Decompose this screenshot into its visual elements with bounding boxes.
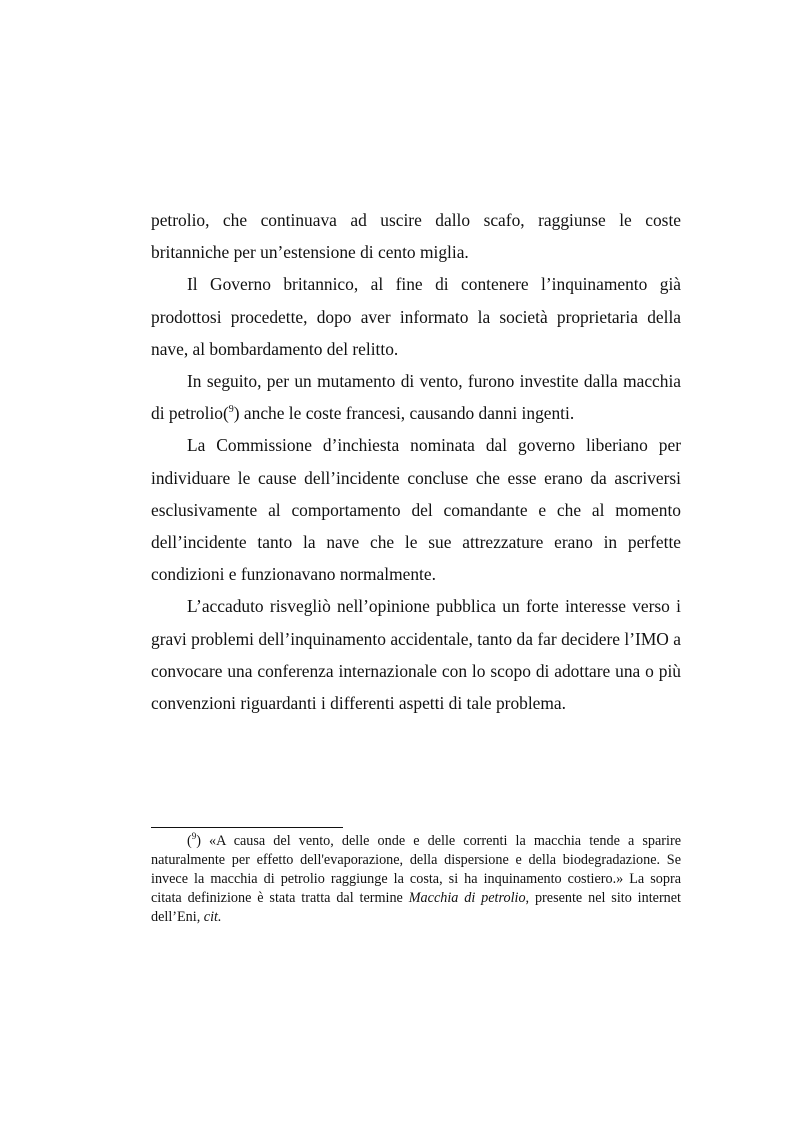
- footnote-marker: 9: [191, 831, 197, 841]
- paragraph-3-text-before: In seguito, per un mutamento di vento, furono investite dalla macchia di petrolio(: [151, 371, 681, 424]
- footnote-open-paren: (: [187, 833, 192, 849]
- paragraph-1: petrolio, che continuava ad uscire dallo scafo, raggiunse le coste britanniche per un’estensione di cento miglia.: [151, 210, 681, 263]
- footnote-italic-term: Macchia di petrolio: [408, 890, 526, 906]
- footnote-separator: [151, 827, 343, 828]
- footnote: [151, 832, 681, 927]
- footnote-text-after: , presente nel sito internet dell’Eni,: [151, 890, 681, 925]
- paragraph-5: L’accaduto risvegliò nell’opinione pubblica un forte interesse verso i gravi problemi dell’inquinamento accidentale, tanto da far decidere l’IMO a convocare una conferenza internazionale con lo scopo di adottare una o più convenzioni riguardanti i differenti aspetti di tale problema.: [151, 596, 681, 714]
- paragraph-3: [151, 365, 681, 429]
- footnote-9: [151, 832, 681, 927]
- paragraph-4: La Commissione d’inchiesta nominata dal governo liberiano per individuare le cause dell’incidente concluse che esse erano da ascriversi esclusivamente al comportamento del comandante e che al momento dell’incidente tanto la nave che le sue attrezzature erano in perfette condizioni e funzionavano normalmente.: [151, 435, 681, 585]
- paragraph-2: Il Governo britannico, al fine di contenere l’inquinamento già prodottosi procedette, dopo aver informato la società proprietaria della nave, al bombardamento del relitto.: [151, 274, 681, 359]
- footnote-reference[interactable]: 9: [228, 404, 234, 416]
- footnote-cit: cit.: [203, 909, 222, 925]
- paragraph-3-text-after: ) anche le coste francesi, causando danni ingenti.: [233, 403, 575, 424]
- body-text: [151, 204, 681, 719]
- footnote-text: ) «A causa del vento, delle onde e delle correnti la macchia tende a sparire naturalmente per effetto dell'evaporazione, della dispersione e della biodegradazione. Se invece la macchia di petrolio raggiunge la costa, si ha inquinamento costiero.» La sopra citata definizione è stata tratta dal termine: [151, 833, 681, 906]
